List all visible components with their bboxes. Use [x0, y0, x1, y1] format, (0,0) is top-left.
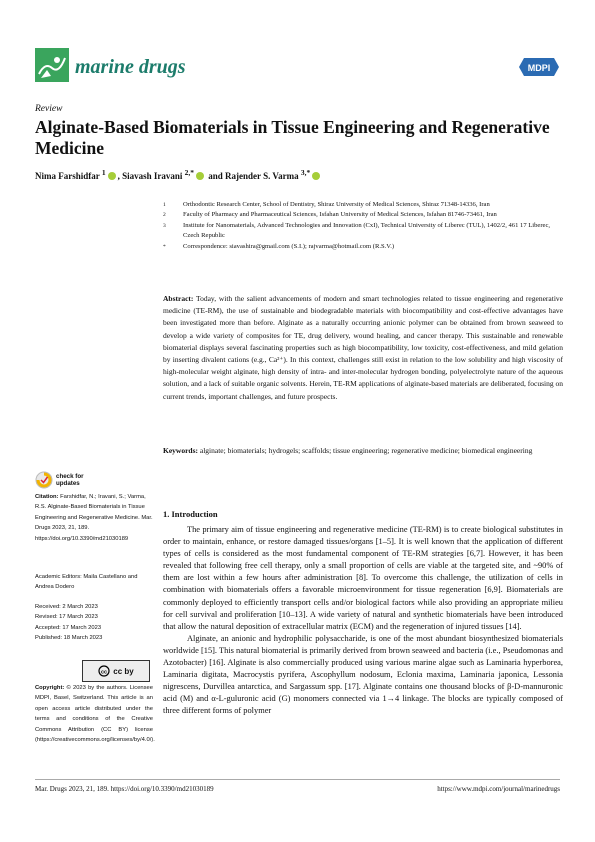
- abstract-label: Abstract:: [163, 294, 194, 303]
- paragraph: The primary aim of tissue engineering and regenerative medicine (TE-RM) is to create biological substitutes in order to maintain, enhance, or restore damaged tissues/organs [1–5]. It is well known that the application of different types of cells is considered as the most fundamental component of TE-RM strategies [6,7]. However, it has been revealed that following free cell therapy, only a small proportion of cells are viable at the targeted site, and ~90% of them are lost within a few hours after administration [8]. To overcome this challenge, the utilization of cells in combination with biomaterials offers a favorable microenvironment for tissue regeneration [6,9]. Biomaterials are commonly deployed to efficiently transport cells and/or biological factors while also providing an appropriate milieu for cell survival and proliferation [10–13]. A wide variety of natural and synthetic biomaterials have been introduced that allow the natural deposition of extracellular matrix (ECM) and the regeneration of injured tissues [14].: [163, 525, 563, 631]
- publisher-logo-icon: [518, 56, 560, 78]
- copyright-notice: Copyright: © 2023 by the authors. Licensee MDPI, Basel, Switzerland. This article is an open access article distributed under the terms and conditions of the Creative Commons Attribution (CC BY) license (https://creativecommons.org/licenses/by/4.0/).: [35, 685, 155, 744]
- citation: Citation: Farshidfar, N.; Iravani, S.; Varma, R.S. Alginate-Based Biomaterials in Tissue Engineering and Regenerative Medicine. Mar. Drugs 2023, 21, 189. https://doi.org/10.3390/md21030189: [35, 494, 153, 542]
- author-affiliation-sup: 3,*: [300, 168, 311, 177]
- affiliations: [163, 200, 563, 252]
- author-name[interactable]: Rajender S. Varma: [225, 171, 299, 181]
- svg-text:MDPI: MDPI: [527, 63, 551, 73]
- affiliation-item: 3 Institute for Nanomaterials, Advanced Technologies and Innovation (CxI), Technical University of Liberec (TUL), 1402/2, 461 17 Liberec, Czech Republic: [163, 221, 551, 240]
- affiliation-item: 1 Orthodontic Research Center, School of Dentistry, Shiraz University of Medical Sciences, Shiraz 71348-14336, Iran: [163, 201, 490, 208]
- abstract-text: Today, with the salient advancements of modern and smart technologies related to tissue engineering and regenerative medicine (TE-RM), the use of sustainable and biodegradable materials with biocompatibility and cost-effective advantages have been investigated more than before. Alginate as a naturally occurring anionic polymer can be obtained from brown seaweed to develop a wide variety of composites for TE, drug delivery, wound healing, and cancer therapy. This sustainable and renewable biomaterial displays several fascinating properties such as high biocompatibility, low toxicity, cost-effectiveness, and mild gelation by inserting divalent cations (e.g., Ca²⁺). In this context, challenges still exist in relation to the low solubility and high viscosity of high-molecular weight alginate, high density of intra- and inter-molecular hydrogen bonding, polyelectrolyte nature of the aqueous solution, and a lack of suitable organic solvents. Herein, TE-RM applications of alginate-based materials are deliberated, focusing on current trends, important challenges, and future prospects.: [163, 294, 563, 401]
- cc-icon: [98, 665, 110, 677]
- section-heading: 1. Introduction: [163, 509, 218, 519]
- article-dates: [35, 602, 153, 644]
- keywords-label: Keywords:: [163, 446, 198, 455]
- author-name[interactable]: Nima Farshidfar: [35, 171, 100, 181]
- accepted-date: Accepted: 17 March 2023: [35, 624, 102, 631]
- cc-license-badge[interactable]: cc cc by: [82, 660, 150, 682]
- author-affiliation-sup: 1: [101, 168, 106, 177]
- keywords: [163, 445, 563, 457]
- affiliation-item: 2 Faculty of Pharmacy and Pharmaceutical Sciences, Isfahan University of Medical Sciences, Isfahan 81746-73461, Iran: [163, 211, 497, 219]
- keywords-text: alginate; biomaterials; hydrogels; scaffolds; tissue engineering; regenerative medicine; biomedical engineering: [199, 446, 533, 455]
- svg-text:cc: cc: [101, 669, 108, 676]
- footer-journal-link[interactable]: https://www.mdpi.com/journal/marinedrugs: [437, 785, 560, 793]
- body-text: [163, 524, 563, 718]
- paragraph: Alginate, an anionic and hydrophilic polysaccharide, is one of the most abundant biosynthesized biomaterials worldwide [15]. This natural biomaterial is primarily derived from brown seaweed and bacteria (i.e., Pseudomonas and Azotobacter) [16]. Alginate is also commercially produced using various marine algae such as Laminaria hyperborea, Laminaria digitata, Macrocystis pyrifera, Ascophyllum nodosum, Eclonia maxima, Laminaria japonica, Lessonia nigrescens, Durvillea antarctica, and Sargassum spp. [17]. Alginate contains one thousand blocks of β-D-mannuronic acid (M) and α-L-guluronic acid (G) monomers connected via 1→4 linkage. The blocks are typically composed of three different forms of polymer: [163, 633, 563, 716]
- check-updates-button[interactable]: check for updates: [35, 470, 105, 490]
- footer-citation[interactable]: Mar. Drugs 2023, 21, 189. https://doi.org/10.3390/md21030189: [35, 785, 214, 793]
- orcid-icon[interactable]: [108, 172, 116, 180]
- check-updates-icon: [35, 471, 53, 489]
- published-date: Published: 18 March 2023: [35, 635, 103, 642]
- revised-date: Revised: 17 March 2023: [35, 614, 98, 621]
- correspondence: * Correspondence: siavashira@gmail.com (S.I.); rajvarma@hotmail.com (R.S.V.): [163, 242, 395, 250]
- author-list: Nima Farshidfar $^1$ , Siavash Iravani $^{2,*}$ and Rajender S. Varma $^{3,*}$: [35, 168, 322, 181]
- journal-logo-icon: [35, 48, 69, 82]
- academic-editors: Academic Editors: Maila Castellano and Andrea Dodero: [35, 574, 138, 591]
- article-type: Review: [35, 104, 63, 114]
- orcid-icon[interactable]: [312, 172, 320, 180]
- received-date: Received: 2 March 2023: [35, 604, 98, 610]
- author-affiliation-sup: 2,*: [184, 168, 194, 177]
- orcid-icon[interactable]: [196, 172, 204, 180]
- article-title: Alginate-Based Biomaterials in Tissue Engineering and Regenerative Medicine: [35, 117, 550, 158]
- author-name[interactable]: Siavash Iravani: [122, 171, 183, 181]
- footer-divider: [35, 779, 560, 780]
- journal-name: marine drugs: [75, 56, 186, 78]
- abstract: [163, 293, 563, 403]
